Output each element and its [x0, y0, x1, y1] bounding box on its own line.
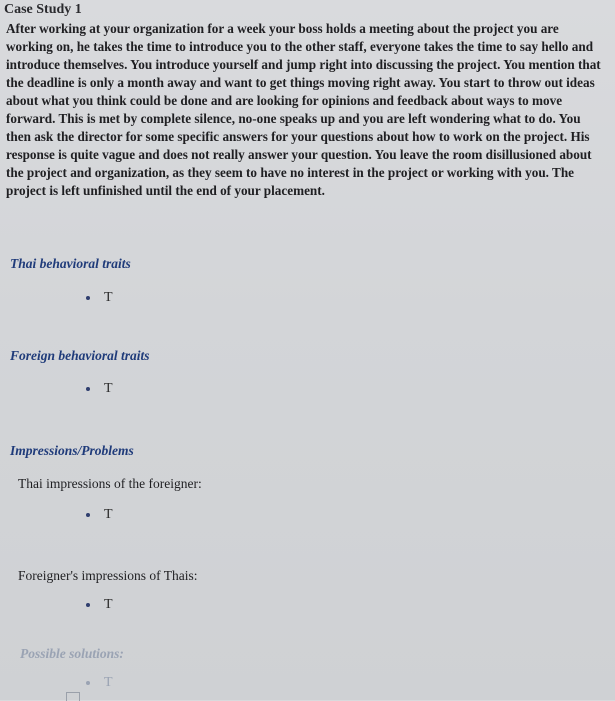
possible-solutions-heading: Possible solutions: [20, 646, 124, 661]
foreign-traits-bullet [86, 381, 113, 397]
thai-impressions-bullet [86, 507, 113, 523]
thai-traits-heading: Thai behavioral traits [10, 256, 131, 271]
bullet-dot-icon [86, 513, 90, 517]
foreigner-impressions-bullet [86, 597, 113, 613]
bullet-text: T [104, 381, 113, 396]
impressions-heading: Impressions/Problems [10, 443, 134, 458]
bullet-text: T [104, 290, 113, 305]
case-study-paragraph: After working at your organization for a week your boss holds a meeting about the project you are working on, he takes the time to introduce you to the other staff, everyone takes the time to say hello and introduce themselves. You introduce yourself and jump right into discussing the project. You mention that the deadline is only a month away and want to get things moving right away. You start to throw out ideas about what you think could be done and are looking for opinions and feedback about ways to move forward. This is met by complete silence, no-one speaks up and you are left wondering what to do. You then ask the director for some specific answers for your questions about how to work on the project. His response is quite vague and does not really answer your question. You leave the room disillusioned about the project and organization, as they seem to have no interest in the project or working with you. The project is left unfinished until the end of your placement. [6, 21, 601, 198]
foreign-traits-heading: Foreign behavioral traits [10, 348, 150, 363]
case-study-title: Case Study 1 [4, 2, 82, 17]
bullet-dot-icon [86, 603, 90, 607]
bullet-dot-icon [86, 681, 90, 685]
bullet-text: T [104, 675, 113, 690]
bullet-text: T [104, 597, 113, 612]
bullet-dot-icon [86, 296, 90, 300]
foreigner-impressions-label: Foreigner's impressions of Thais: [18, 568, 198, 583]
bullet-dot-icon [86, 387, 90, 391]
thai-traits-bullet [86, 290, 113, 306]
bullet-text: T [104, 507, 113, 522]
possible-solutions-bullet [86, 675, 113, 691]
thai-impressions-label: Thai impressions of the foreigner: [18, 476, 202, 491]
